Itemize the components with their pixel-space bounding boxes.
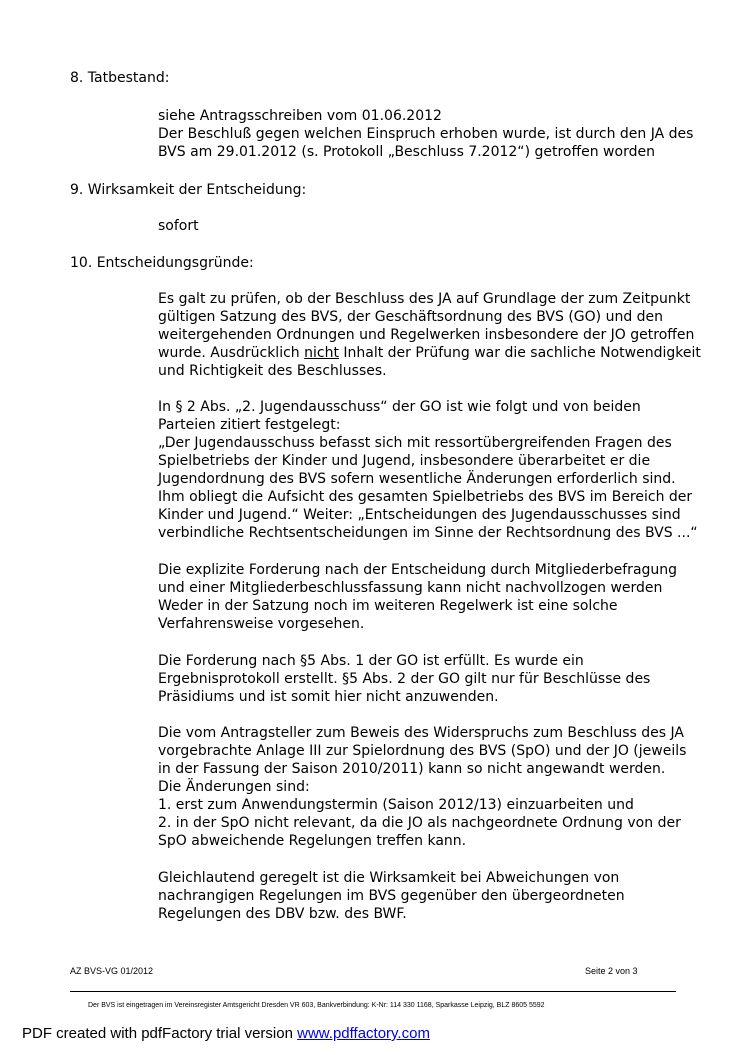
paragraph-1-text: wurde. Ausdrücklich — [158, 345, 305, 361]
paragraph-5-line: Die vom Antragsteller zum Beweis des Widerspruchs zum Beschluss des JA — [158, 725, 684, 741]
paragraph-5-line: Die Änderungen sind: — [158, 779, 310, 795]
paragraph-2-line: Ihm obliegt die Aufsicht des gesamten Spielbetriebs des BVS im Bereich der — [158, 489, 693, 505]
paragraph-3-line: Die explizite Forderung nach der Entscheidung durch Mitgliederbefragung — [158, 562, 678, 578]
pdf-note-text: PDF created with pdfFactory trial version — [22, 1025, 298, 1042]
paragraph-2-line: Spielbetriebs der Kinder und Jugend, insbesondere überarbeitet er die — [158, 453, 651, 469]
paragraph-1-line: und Richtigkeit des Beschlusses. — [158, 363, 387, 379]
paragraph-4-line: Ergebnisprotokoll erstellt. §5 Abs. 2 der GO gilt nur für Beschlüsse des — [158, 671, 651, 687]
paragraph-3-line: Verfahrensweise vorgesehen. — [158, 616, 365, 632]
footer-registration: Der BVS ist eingetragen im Vereinsregister Amtsgericht Dresden VR 603, Bankverbindung: K-Nr: 114 330 1168, Sparkasse Leipzig, BLZ 8605 5592 — [88, 1002, 545, 1009]
paragraph-6-line: Regelungen des DBV bzw. des BWF. — [158, 906, 407, 922]
section-9-text: sofort — [158, 218, 199, 234]
paragraph-5-line: 2. in der SpO nicht relevant, da die JO als nachgeordnete Ordnung von der — [158, 815, 681, 831]
paragraph-6-line: Gleichlautend geregelt ist die Wirksamkeit bei Abweichungen von — [158, 870, 620, 886]
pdffactory-link[interactable]: www.pdffactory.com — [297, 1025, 430, 1042]
paragraph-3-line: und einer Mitgliederbeschlussfassung kann nicht nachvollzogen werden — [158, 580, 663, 596]
paragraph-1-line: gültigen Satzung des BVS, der Geschäftsordnung des BVS (GO) und den — [158, 309, 664, 325]
paragraph-1-line: Es galt zu prüfen, ob der Beschluss des JA auf Grundlage der zum Zeitpunkt — [158, 291, 691, 307]
paragraph-3-line: Weder in der Satzung noch im weiteren Regelwerk ist eine solche — [158, 598, 618, 614]
paragraph-1-line — [158, 344, 701, 362]
paragraph-4-line: Präsidiums und ist somit hier nicht anzuwenden. — [158, 689, 499, 705]
section-10-heading: 10. Entscheidungsgründe: — [70, 255, 254, 271]
underlined-word: nicht — [304, 345, 339, 361]
footer-reference: AZ BVS-VG 01/2012 — [70, 966, 154, 976]
paragraph-6-line: nachrangigen Regelungen im BVS gegenüber den übergeordneten — [158, 888, 625, 904]
footer-divider — [70, 991, 676, 992]
footer-page-number: Seite 2 von 3 — [585, 966, 638, 976]
section-8-heading: 8. Tatbestand: — [70, 70, 170, 86]
section-8-line: Der Beschluß gegen welchen Einspruch erhoben wurde, ist durch den JA des — [158, 126, 694, 142]
paragraph-2-line: Kinder und Jugend.“ Weiter: „Entscheidungen des Jugendausschusses sind — [158, 507, 681, 523]
pdf-creator-note — [22, 1025, 430, 1042]
paragraph-2-line: In § 2 Abs. „2. Jugendausschuss“ der GO ist wie folgt und von beiden — [158, 399, 641, 415]
paragraph-5-line: vorgebrachte Anlage III zur Spielordnung des BVS (SpO) und der JO (jeweils — [158, 743, 687, 759]
paragraph-1-line: weitergehenden Ordnungen und Regelwerken insbesondere der JO getroffen — [158, 327, 695, 343]
paragraph-2-line: verbindliche Rechtsentscheidungen im Sinne der Rechtsordnung des BVS ...“ — [158, 525, 698, 541]
section-8-line: BVS am 29.01.2012 (s. Protokoll „Beschluss 7.2012“) getroffen worden — [158, 144, 655, 160]
paragraph-5-line: 1. erst zum Anwendungstermin (Saison 2012/13) einzuarbeiten und — [158, 797, 634, 813]
paragraph-2-line: Jugendordnung des BVS sofern wesentliche Änderungen erforderlich sind. — [158, 471, 676, 487]
paragraph-5-line: in der Fassung der Saison 2010/2011) kann so nicht angewandt werden. — [158, 761, 666, 777]
paragraph-2-line: „Der Jugendausschuss befasst sich mit ressortübergreifenden Fragen des — [158, 435, 672, 451]
section-8-line: siehe Antragsschreiben vom 01.06.2012 — [158, 108, 442, 124]
paragraph-1-text: Inhalt der Prüfung war die sachliche Notwendigkeit — [338, 345, 701, 361]
paragraph-4-line: Die Forderung nach §5 Abs. 1 der GO ist erfüllt. Es wurde ein — [158, 653, 584, 669]
section-9-heading: 9. Wirksamkeit der Entscheidung: — [70, 182, 307, 198]
paragraph-5-line: SpO abweichende Regelungen treffen kann. — [158, 833, 467, 849]
paragraph-2-line: Parteien zitiert festgelegt: — [158, 417, 341, 433]
